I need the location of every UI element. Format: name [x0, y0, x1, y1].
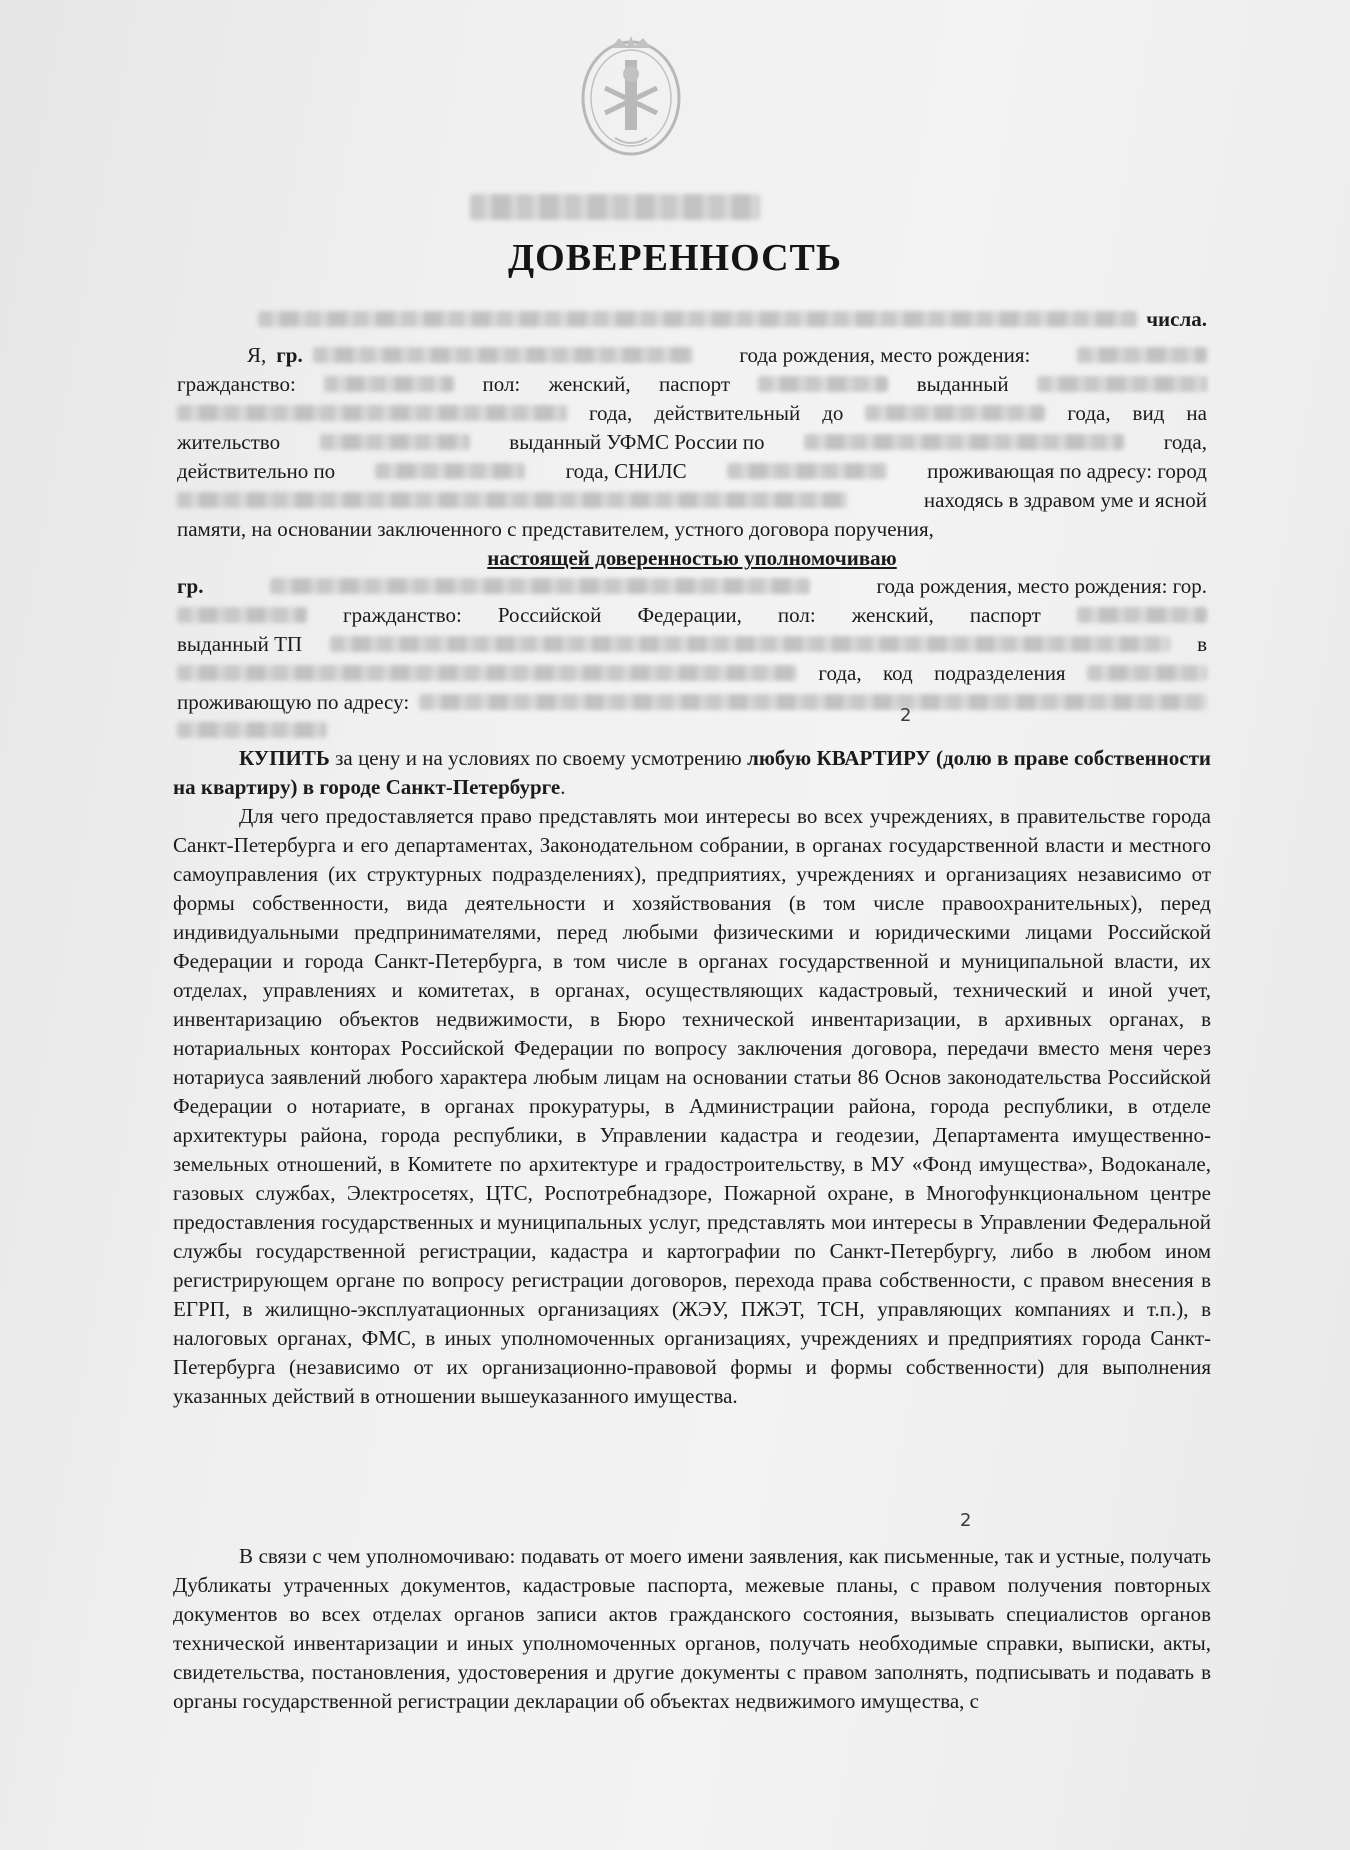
- purpose-object: любую КВАРТИРУ (долю в праве собственности на квартиру) в городе Санкт-Петербурге: [173, 746, 1212, 799]
- principal-line-1: [177, 341, 1207, 369]
- redacted-issuer: [1037, 376, 1207, 392]
- agent-citizenship-2: Федерации,: [637, 603, 742, 627]
- year-label-2: года,: [1067, 401, 1111, 425]
- purpose-buy: КУПИТЬ: [239, 746, 330, 770]
- principal-line-4: [177, 428, 1207, 456]
- authorize-heading-line: [177, 544, 1207, 572]
- redacted-agent-address: [419, 694, 1207, 710]
- principal-birth-label: года рождения, место рождения:: [739, 343, 1031, 367]
- until-label: до: [822, 401, 844, 425]
- redacted-ufms-region: [804, 434, 1124, 450]
- agent-birth-label: года рождения, место рождения: гор.: [876, 574, 1207, 598]
- agent-division-label: подразделения: [934, 661, 1066, 685]
- purpose-end: .: [560, 775, 566, 799]
- principal-line-7: [177, 515, 1207, 543]
- redacted-agent-address-2: [177, 722, 327, 738]
- redacted-address: [177, 492, 847, 508]
- redacted-header: [470, 194, 760, 220]
- redacted-agent-name: [270, 578, 810, 594]
- address-label: проживающая по адресу: город: [927, 459, 1207, 483]
- agent-line-4: [177, 659, 1207, 687]
- agent-gr: гр.: [177, 574, 204, 598]
- principal-line-2: [177, 370, 1207, 398]
- redacted-valid-by-date: [375, 463, 525, 479]
- residence-label: жительство: [177, 430, 281, 454]
- principal-line-3: [177, 399, 1207, 427]
- gender-value: женский,: [548, 372, 631, 396]
- principal-line-6: [177, 486, 1207, 514]
- authorize-paragraph: [173, 1542, 1211, 1716]
- redacted-passport: [758, 376, 888, 392]
- year-label: года,: [588, 401, 633, 425]
- year-label-3: года,: [1163, 430, 1207, 454]
- powers-paragraph: [173, 802, 1211, 1411]
- redacted-name: [313, 347, 693, 363]
- authorize-heading: настоящей доверенностью уполномочиваю: [487, 546, 897, 570]
- gender-label: пол:: [482, 372, 521, 396]
- agent-line-5: [177, 688, 1207, 716]
- agent-line-3: [177, 630, 1207, 658]
- redacted-citizenship: [324, 376, 454, 392]
- agent-gender-value: женский,: [851, 603, 934, 627]
- principal-ya: Я,: [247, 343, 267, 367]
- authorize-text: В связи с чем уполномочиваю: подавать от моего имени заявления, как письменные, так и устные, получать Дубликаты утраченных документов, кадастровые паспорта, межевые планы, с правом получения повторных документов во всех отделах органов записи актов гражданского состояния, вызывать специалистов органов технической инвентаризации и иных уполномоченных органов, получать необходимые справки, выписки, акты, свидетельства, постановления, удостоверения и другие документы с правом заполнять, подписывать и подавать в органы государственной регистрации декларации об объектах недвижимого имущества, с: [173, 1544, 1211, 1713]
- citizenship-label: гражданство:: [177, 372, 296, 396]
- on-label: на: [1186, 401, 1207, 425]
- redacted-agent-birthplace: [177, 607, 307, 623]
- valid-by-label: действительно по: [177, 459, 336, 483]
- redacted-agent-issue-date: [177, 665, 797, 681]
- agent-gender-label: пол:: [777, 603, 816, 627]
- agent-line-6: [177, 716, 1207, 744]
- purpose-terms: за цену и на условиях по своему усмотрению: [335, 746, 742, 770]
- handwritten-mark-1: 2: [900, 705, 912, 726]
- agent-line-1: [177, 572, 1207, 600]
- agent-issued-label: выданный ТП: [177, 632, 303, 656]
- date-line-end: числа.: [1146, 307, 1207, 331]
- agent-year-label: года,: [818, 661, 862, 685]
- type-label: вид: [1132, 401, 1165, 425]
- principal-line-5: [177, 457, 1207, 485]
- issued-label: выданный: [916, 372, 1009, 396]
- redacted-snils: [727, 463, 887, 479]
- agent-citizenship-label: гражданство:: [343, 603, 462, 627]
- agent-line-2: [177, 601, 1207, 629]
- agent-passport-label: паспорт: [969, 603, 1041, 627]
- redacted-agent-issuer: [330, 636, 1170, 652]
- document-title: ДОВЕРЕННОСТЬ: [508, 237, 842, 279]
- agent-citizenship-1: Российской: [497, 603, 602, 627]
- redacted-agent-passport: [1077, 607, 1207, 623]
- redacted-issue-date: [177, 405, 567, 421]
- purpose-paragraph: [173, 744, 1211, 802]
- agent-in-label: в: [1197, 632, 1207, 656]
- handwritten-mark-2: 2: [960, 1510, 972, 1531]
- redacted-date: [258, 311, 1138, 327]
- agent-address-label: проживающую по адресу:: [177, 690, 410, 714]
- redacted-birthplace: [1077, 347, 1207, 363]
- redacted-agent-division: [1087, 665, 1207, 681]
- ufms-label: выданный УФМС России по: [509, 430, 765, 454]
- redacted-valid-date: [865, 405, 1045, 421]
- notary-seal-emblem: [575, 28, 687, 160]
- agent-code-label: код: [883, 661, 913, 685]
- valid-label: действительный: [654, 401, 801, 425]
- powers-text: Для чего предоставляется право представлять мои интересы во всех учреждениях, в правительстве города Санкт-Петербурга и его департаментах, Законодательном собрании, в органах государственной власти и местного самоуправления (их структурных подразделениях), предприятиях, учреждениях и организациях независимо от формы собственности, вида деятельности и хозяйствования (в том числе правоохранительных), перед индивидуальными предпринимателями, перед любыми физическими и юридическими лицами Российской Федерации и города Санкт-Петербурга, в том числе в органах государственной и муниципальной власти, их отделах, управлениях и комитетах, в органах, осуществляющих кадастровый, технический и иной учет, инвентаризацию объектов недвижимости, в Бюро технической инвентаризации, в архивных органах, в нотариальных конторах Российской Федерации по вопросу заключения договора, передачи вместо меня через нотариуса заявлений любого характера любым лицам на основании статьи 86 Основ законодательства Российской Федерации о нотариате, в органах прокуратуры, в Администрации района, города республики, в отделе архитектуры района, города республики, в Управлении кадастра и геодезии, Департамента имущественно-земельных отношений, в Комитете по архитектуре и градостроительству, в МУ «Фонд имущества», Водоканале, газовых службах, Электросетях, ЦТС, Роспотребнадзоре, Пожарной охране, в Многофункциональном центре предоставления государственных и муниципальных услуг, представлять мои интересы в Управлении Федеральной службы государственной регистрации, кадастра и картографии по Санкт-Петербургу, либо в любом ином регистрирующем органе по вопросу регистрации договоров, перехода права собственности, с правом внесения в ЕГРП, в жилищно-эксплуатационных организациях (ЖЭУ, ПЖЭТ, ТСН, управляющих компаниях и т.п.), в налоговых органах, ФМС, в иных уполномоченных организациях, учреждениях и предприятиях города Санкт-Петербурга (независимо от их организационно-правовой формы и формы собственности) для выполнения указанных действий в отношении вышеуказанного имущества.: [173, 804, 1211, 1408]
- sound-mind-label: находясь в здравом уме и ясной: [923, 488, 1207, 512]
- redacted-residence-permit: [320, 434, 470, 450]
- passport-label: паспорт: [659, 372, 731, 396]
- principal-gr: гр.: [276, 343, 303, 367]
- snils-label: года, СНИЛС: [565, 459, 687, 483]
- mandate-basis: памяти, на основании заключенного с представителем, устного договора поручения,: [177, 517, 934, 541]
- date-line: [177, 305, 1207, 333]
